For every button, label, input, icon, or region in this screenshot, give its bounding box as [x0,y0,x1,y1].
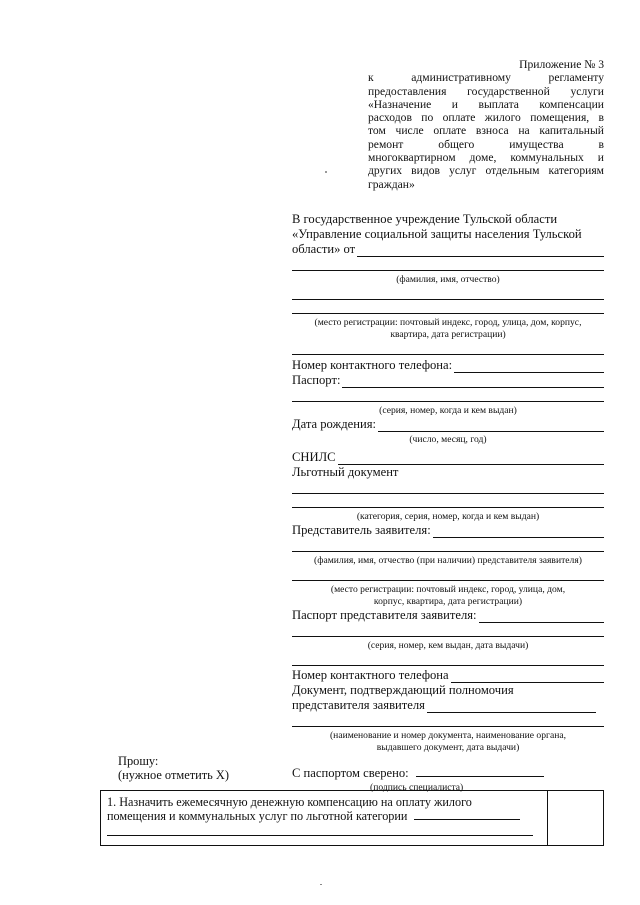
request-option-text [107,795,533,836]
registration-field[interactable] [292,300,604,314]
rep-registration-caption: корпус, квартира, дата регистрации) [373,596,523,607]
verified-row [292,766,604,781]
appendix-line: расходов по оплате жилого помещения, в [368,111,604,125]
representative-label: Представитель заявителя: [292,523,431,537]
registration-caption: квартира, дата регистрации) [390,329,506,340]
snils-row [292,450,604,465]
benefit-doc-field[interactable] [292,480,604,494]
rep-fio-caption: (фамилия, имя, отчество (при наличии) представителя заявителя) [314,555,582,566]
request-options-table [100,790,604,846]
appendix-line: многоквартирном доме, коммунальных и [368,151,604,165]
scan-speck [320,884,322,885]
benefit-doc-field[interactable] [292,494,604,508]
rep-passport-caption: (серия, номер, кем выдан, дата выдачи) [367,640,529,651]
birth-caption: (число, месяц, год) [409,434,487,445]
appendix-line: ремонт общего имущества в [368,137,604,151]
applicant-name-field[interactable] [357,245,604,257]
appendix-line: к административному регламенту [368,71,604,85]
benefit-category-field[interactable] [107,825,533,836]
rep-phone-field[interactable] [451,671,604,683]
passport-label: Паспорт: [292,373,341,387]
authority-doc-caption: выдавшего документ, дата выдачи) [376,742,520,753]
snils-label: СНИЛС [292,450,336,464]
applicant-form [292,212,604,794]
benefit-category-field[interactable] [414,809,520,820]
request-option-line: помещения и коммунальных услуг по льготной категории [107,809,408,823]
passport-row [292,373,604,388]
benefit-doc-label: Льготный документ [292,465,399,479]
rep-phone-row [292,668,604,683]
representative-row [292,523,604,538]
appendix-line: граждан» [368,177,415,191]
rep-registration-field[interactable] [292,567,604,581]
phone-row [292,358,604,373]
authority-doc-field[interactable] [292,713,604,727]
addressee-from-row [292,242,604,257]
registration-caption: (место регистрации: почтовый индекс, город, улица, дом, корпус, [314,317,582,328]
phone-label: Номер контактного телефона: [292,358,453,372]
request-title: Прошу: [118,754,159,768]
specialist-signature-field[interactable] [416,766,544,777]
request-option-text-cell [101,791,548,845]
passport-caption: (серия, номер, когда и кем выдан) [379,405,517,416]
rep-passport-field[interactable] [292,623,604,637]
request-option-line: 1. Назначить ежемесячную денежную компенсацию на оплату жилого [107,795,472,809]
request-note: (нужное отметить Х) [118,768,229,782]
benefit-doc-caption: (категория, серия, номер, когда и кем выдан) [356,511,540,522]
registration-field[interactable] [292,341,604,355]
addressee-line: В государственное учреждение Тульской области [292,212,558,226]
rep-passport-label: Паспорт представителя заявителя: [292,608,477,622]
birth-label: Дата рождения: [292,417,376,431]
request-heading [118,754,229,782]
passport-field[interactable] [342,376,604,388]
addressee-line: «Управление социальной защиты населения Тульской [292,227,582,241]
authority-doc-row [292,698,604,713]
passport-field[interactable] [292,388,604,402]
birth-row [292,417,604,432]
phone-field[interactable] [454,361,604,373]
scan-speck [325,171,327,173]
registration-field[interactable] [292,286,604,300]
rep-passport-field[interactable] [479,611,604,623]
fio-caption: (фамилия, имя, отчество) [396,274,500,285]
rep-phone-label: Номер контактного телефона [292,668,449,682]
verified-label: С паспортом сверено: [292,766,409,780]
appendix-line: других видов услуг отдельным категориям [368,164,604,178]
authority-doc-label: представителя заявителя [292,698,425,712]
snils-field[interactable] [338,453,604,465]
authority-doc-caption: (наименование и номер документа, наименование органа, [329,730,567,741]
appendix-line: «Назначение и выплата компенсации [368,97,604,111]
appendix-title: Приложение № 3 [519,58,604,71]
rep-passport-field[interactable] [292,652,604,666]
representative-field[interactable] [433,526,604,538]
representative-field[interactable] [292,538,604,552]
appendix-line: том числе оплате взноса на капитальный [368,124,604,138]
appendix-line: предоставления государственной услуги [368,84,604,98]
authority-doc-field[interactable] [427,701,596,713]
request-option-line-with-field [107,809,533,823]
birth-date-field[interactable] [378,420,604,432]
specialist-caption: (подпись специалиста) [370,782,464,793]
addressee-line: области» от [292,242,356,256]
authority-doc-label: Документ, подтверждающий полномочия [292,683,514,697]
rep-registration-caption: (место регистрации: почтовый индекс, город, улица, дом, [330,584,566,595]
appendix-header [368,58,604,191]
request-option-checkbox-cell[interactable] [548,791,603,845]
rep-passport-row [292,608,604,623]
applicant-name-field[interactable] [292,257,604,271]
